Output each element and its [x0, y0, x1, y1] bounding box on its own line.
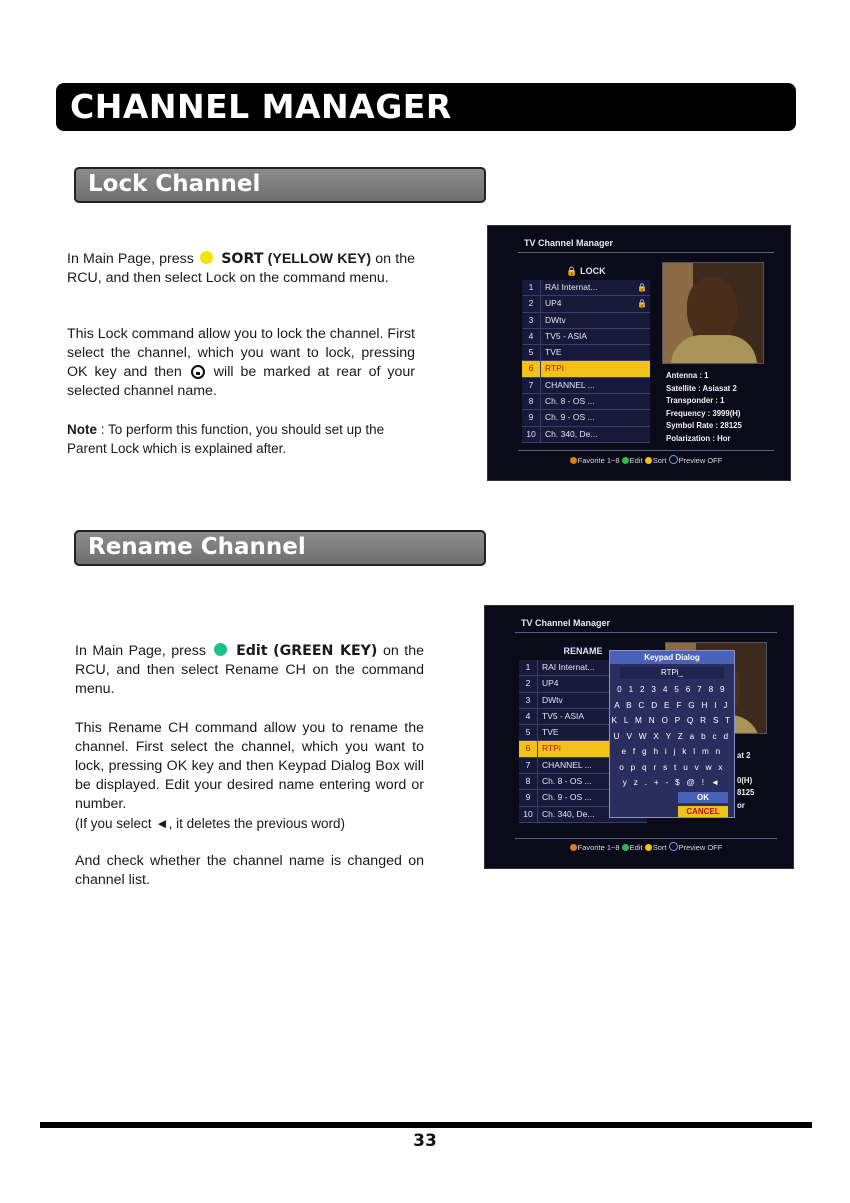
- channel-lock-icon: [647, 410, 650, 425]
- channel-name: Ch. 9 - OS ...: [542, 792, 592, 803]
- channel-lock-icon: [647, 361, 650, 376]
- lock-section-heading: [74, 167, 486, 203]
- channel-number: 7: [519, 758, 538, 773]
- channel-name: CHANNEL ...: [542, 759, 592, 770]
- channel-name: Ch. 8 - OS ...: [542, 776, 592, 787]
- channel-number: 2: [519, 676, 538, 691]
- channel-name: Ch. 340, De...: [545, 428, 598, 439]
- info-polarization: Polarization : Hor: [666, 433, 731, 443]
- channel-number: 5: [519, 725, 538, 740]
- keypad-row[interactable]: y z . + - $ @ ! ◄: [622, 778, 722, 787]
- screen2-title: TV Channel Manager: [521, 618, 611, 628]
- screen2-list-title: RENAME: [563, 646, 603, 656]
- channel-name: RAI Internat...: [545, 282, 598, 292]
- channel-name: UP4: [542, 678, 559, 689]
- channel-name: Ch. 9 - OS ...: [545, 412, 595, 423]
- channel-number: 4: [522, 329, 541, 344]
- lock-note: [67, 420, 415, 458]
- channel-number: 9: [522, 410, 541, 425]
- screen2-divider: [515, 632, 777, 633]
- channel-number: 3: [522, 313, 541, 328]
- channel-lock-icon: 🔒: [637, 299, 647, 309]
- screen1-divider: [518, 252, 774, 253]
- channel-number: 9: [519, 790, 538, 805]
- channel-number: 10: [522, 427, 541, 442]
- rename-paragraph-3: [75, 852, 424, 890]
- channel-number: 3: [519, 693, 538, 708]
- rename-p3-text: And check whether the channel name is changed on channel list.: [75, 853, 424, 888]
- channel-name: Ch. 340, De...: [542, 808, 595, 819]
- lock-paragraph-2: [67, 325, 415, 401]
- channel-number: 1: [522, 280, 541, 295]
- channel-name: CHANNEL ...: [545, 379, 595, 390]
- channel-number: 8: [519, 774, 538, 789]
- lock-heading-text: Lock Channel: [88, 171, 261, 197]
- keypad-cancel-button[interactable]: CANCEL: [678, 806, 728, 817]
- rename-paragraph-2: [75, 719, 424, 834]
- channel-number: 7: [522, 378, 541, 393]
- channel-name: Ch. 8 - OS ...: [545, 396, 595, 407]
- rename-section-heading: [74, 530, 486, 566]
- lock-icon: [191, 365, 205, 379]
- keypad-input-field[interactable]: RTPi_: [620, 667, 724, 679]
- rename-screenshot: [484, 605, 794, 869]
- channel-preview-image: [662, 262, 764, 364]
- channel-name: RTPi: [545, 363, 564, 374]
- yellow-key-label: (YELLOW KEY): [267, 251, 372, 267]
- keypad-row[interactable]: U V W X Y Z a b c d: [613, 731, 731, 741]
- rename-heading-text: Rename Channel: [88, 534, 306, 560]
- back-arrow-icon: ◄: [155, 816, 169, 831]
- green-key-label: (GREEN KEY): [273, 643, 378, 659]
- channel-lock-icon: [647, 345, 650, 360]
- rename-p2-text: This Rename CH command allow you to rename the channel. First select the channel, which you want to lock, pressing OK key and then Keypad Dialog Box will be displayed. Edit your desired name entering word or number.: [75, 720, 424, 812]
- channel-number: 4: [519, 709, 538, 724]
- screen2-footer: Favorite 1~8 Edit Sort Preview OFF: [515, 842, 777, 852]
- keypad-dialog-title: Keypad Dialog: [610, 651, 734, 664]
- channel-row[interactable]: [522, 280, 650, 296]
- page-number: 33: [413, 1131, 437, 1151]
- keypad-row[interactable]: A B C D E F G H I J: [614, 700, 730, 710]
- channel-number: 10: [519, 807, 538, 822]
- rename-hint: (If you select ◄, it deletes the previous word): [75, 816, 346, 831]
- lock-paragraph-1: [67, 250, 415, 288]
- channel-row[interactable]: [522, 313, 650, 329]
- rename-paragraph-1: [75, 642, 424, 699]
- lock-p1-end: on the RCU, and then select Lock on the command menu.: [67, 251, 415, 286]
- channel-row[interactable]: [522, 427, 650, 443]
- channel-name: RAI Internat...: [542, 662, 595, 672]
- lock-screenshot: [487, 225, 791, 481]
- screen2-info-peek: at 2 0(H) 8125 or: [737, 751, 755, 810]
- lock-p2-start: This Lock command allow you to lock the channel. First select the channel, which you want to lock, pressing OK key and then: [67, 326, 415, 380]
- channel-row[interactable]: [522, 378, 650, 394]
- channel-name: TVE: [545, 347, 562, 358]
- yellow-key-icon: [200, 251, 213, 264]
- channel-lock-icon: [647, 378, 650, 393]
- keypad-dialog: [609, 650, 735, 818]
- channel-name: TV5 - ASIA: [542, 710, 585, 721]
- channel-name: DWtv: [542, 694, 563, 705]
- info-satellite: Satellite : Asiasat 2: [666, 383, 737, 393]
- channel-lock-icon: [647, 394, 650, 409]
- footer-rule: [40, 1122, 812, 1128]
- screen1-channel-list: [522, 262, 650, 443]
- page-title-bar: [56, 83, 796, 131]
- lock-p1-start: In Main Page, press: [67, 251, 194, 267]
- channel-lock-icon: [647, 427, 650, 442]
- keypad-row[interactable]: 0 1 2 3 4 5 6 7 8 9: [617, 685, 727, 694]
- channel-name: TVE: [542, 727, 559, 738]
- note-label: Note: [67, 422, 97, 437]
- channel-row[interactable]: [522, 329, 650, 345]
- keypad-ok-button[interactable]: OK: [678, 792, 728, 803]
- info-symbol-rate: Symbol Rate : 28125: [666, 421, 742, 430]
- keypad-row[interactable]: e f g h i j k l m n: [621, 747, 723, 756]
- info-frequency: Frequency : 3999(H): [666, 408, 741, 418]
- channel-row[interactable]: [522, 394, 650, 410]
- channel-name: RTPi: [542, 743, 561, 754]
- keypad-row[interactable]: o p q r s t u v w x: [619, 762, 725, 772]
- channel-name: DWtv: [545, 314, 566, 325]
- sort-key-label: SORT: [221, 251, 264, 267]
- channel-lock-icon: 🔒: [637, 283, 647, 292]
- screen1-footer: Favorite 1~8 Edit Sort Preview OFF: [518, 455, 774, 465]
- info-antenna: Antenna : 1: [666, 371, 709, 380]
- screen1-list-title: 🔒 LOCK: [566, 266, 606, 276]
- channel-lock-icon: [647, 329, 650, 344]
- green-key-icon: [214, 643, 227, 656]
- info-transponder: Transponder : 1: [666, 396, 725, 405]
- lock-p2-end: will be marked at rear of your selected channel name.: [67, 364, 415, 399]
- channel-row[interactable]: [522, 296, 650, 312]
- note-text: : To perform this function, you should set up the Parent Lock which is explained after.: [67, 422, 385, 456]
- channel-name: UP4: [545, 298, 562, 309]
- page-title: CHANNEL MANAGER: [70, 87, 452, 126]
- screen1-title: TV Channel Manager: [524, 238, 614, 248]
- channel-number: 2: [522, 296, 541, 311]
- channel-row[interactable]: [522, 361, 650, 377]
- channel-name: TV5 - ASIA: [545, 330, 588, 341]
- channel-number: 8: [522, 394, 541, 409]
- channel-number: 5: [522, 345, 541, 360]
- channel-number: 6: [522, 361, 541, 376]
- channel-row[interactable]: [522, 410, 650, 426]
- keypad-row[interactable]: K L M N O P Q R S T: [611, 716, 733, 725]
- channel-number: 1: [519, 660, 538, 675]
- screen1-channel-info: [666, 370, 742, 445]
- channel-row[interactable]: [522, 345, 650, 361]
- channel-lock-icon: [647, 313, 650, 328]
- channel-number: 6: [519, 741, 538, 756]
- rename-p1-end: on the RCU, and then select Rename CH on the command menu.: [75, 643, 424, 697]
- rename-p1-start: In Main Page, press: [75, 643, 206, 659]
- edit-key-label: Edit: [236, 643, 268, 659]
